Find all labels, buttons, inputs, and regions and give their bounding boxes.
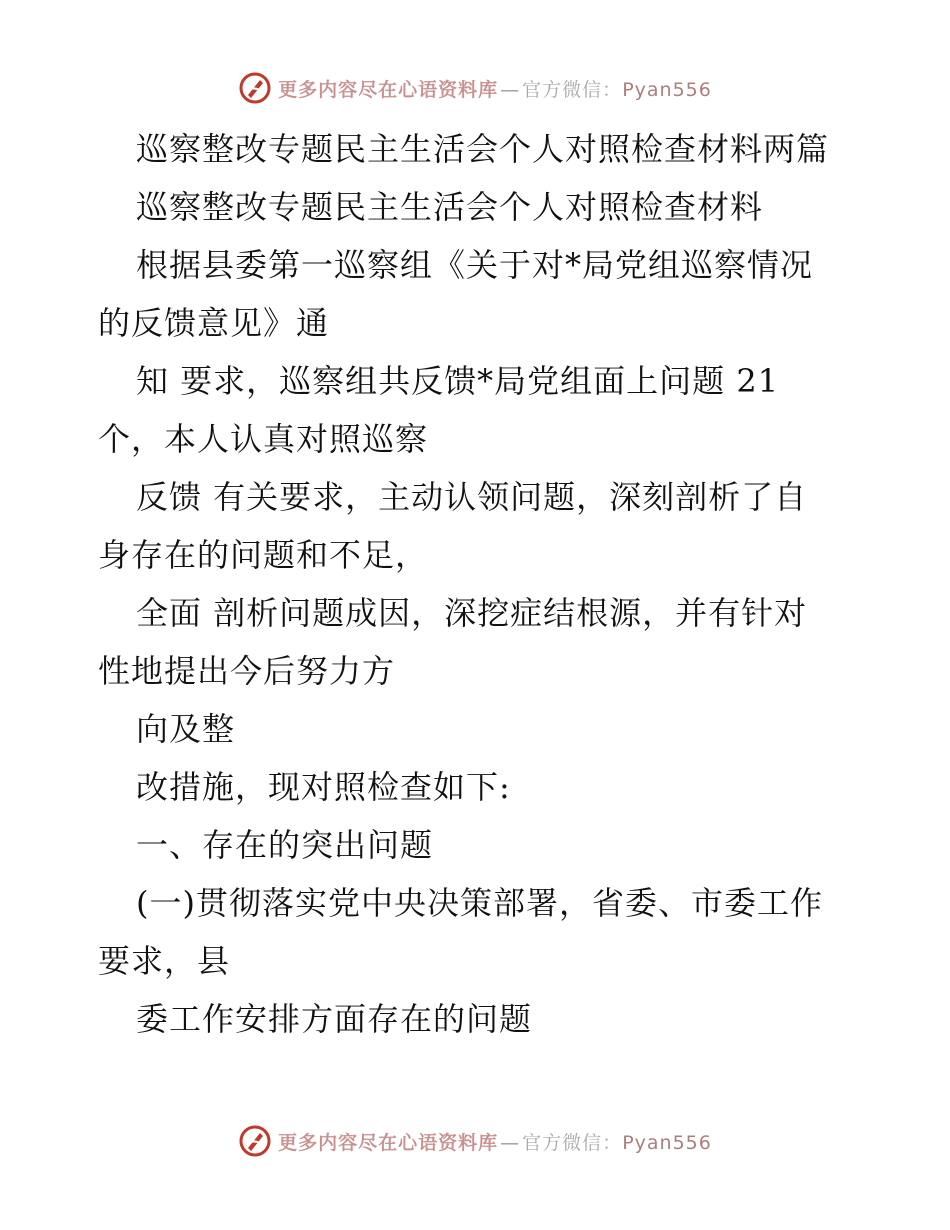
library-logo-icon bbox=[238, 71, 272, 105]
library-logo-icon bbox=[238, 1124, 272, 1158]
text-line: 要求，县 bbox=[98, 942, 231, 980]
text-line: 反馈 有关要求，主动认领问题，深刻剖析了自 bbox=[136, 478, 808, 516]
text-line: 巡察整改专题民主生活会个人对照检查材料两篇 bbox=[136, 130, 830, 168]
text-line: 全面 剖析问题成因，深挖症结根源，并有针对 bbox=[136, 594, 808, 632]
text-line: 身存在的问题和不足， bbox=[98, 536, 429, 574]
banner-library-text: 更多内容尽在心语资料库 bbox=[278, 78, 499, 101]
banner-wechat-id: Pyan556 bbox=[622, 78, 712, 101]
banner-text bbox=[278, 1128, 712, 1155]
text-line: 的反馈意见》通 bbox=[98, 304, 330, 342]
text-line: 巡察整改专题民主生活会个人对照检查材料 bbox=[136, 188, 764, 226]
text-line: (一)贯彻落实党中央决策部署，省委、市委工作 bbox=[136, 884, 823, 922]
text-line: 委工作安排方面存在的问题 bbox=[136, 1000, 533, 1038]
banner-dash: — bbox=[500, 1131, 521, 1154]
banner-wechat-id: Pyan556 bbox=[622, 1131, 712, 1154]
banner-dash: — bbox=[500, 78, 521, 101]
text-line: 向及整 bbox=[136, 710, 236, 748]
banner-library-text: 更多内容尽在心语资料库 bbox=[278, 1131, 499, 1154]
text-line: 一、存在的突出问题 bbox=[136, 826, 434, 864]
text-line: 个，本人认真对照巡察 bbox=[98, 420, 429, 458]
text-line: 性地提出今后努力方 bbox=[98, 652, 396, 690]
text-line: 改措施，现对照检查如下: bbox=[136, 768, 511, 806]
document-body bbox=[98, 120, 868, 1048]
banner-text bbox=[278, 75, 712, 102]
banner-wechat-label: 官方微信： bbox=[522, 78, 623, 101]
text-line: 知 要求，巡察组共反馈*局党组面上问题 21 bbox=[136, 362, 780, 400]
footer-banner bbox=[0, 1124, 950, 1158]
banner-wechat-label: 官方微信： bbox=[522, 1131, 623, 1154]
text-line: 根据县委第一巡察组《关于对*局党组巡察情况 bbox=[136, 246, 814, 284]
header-banner bbox=[0, 71, 950, 105]
